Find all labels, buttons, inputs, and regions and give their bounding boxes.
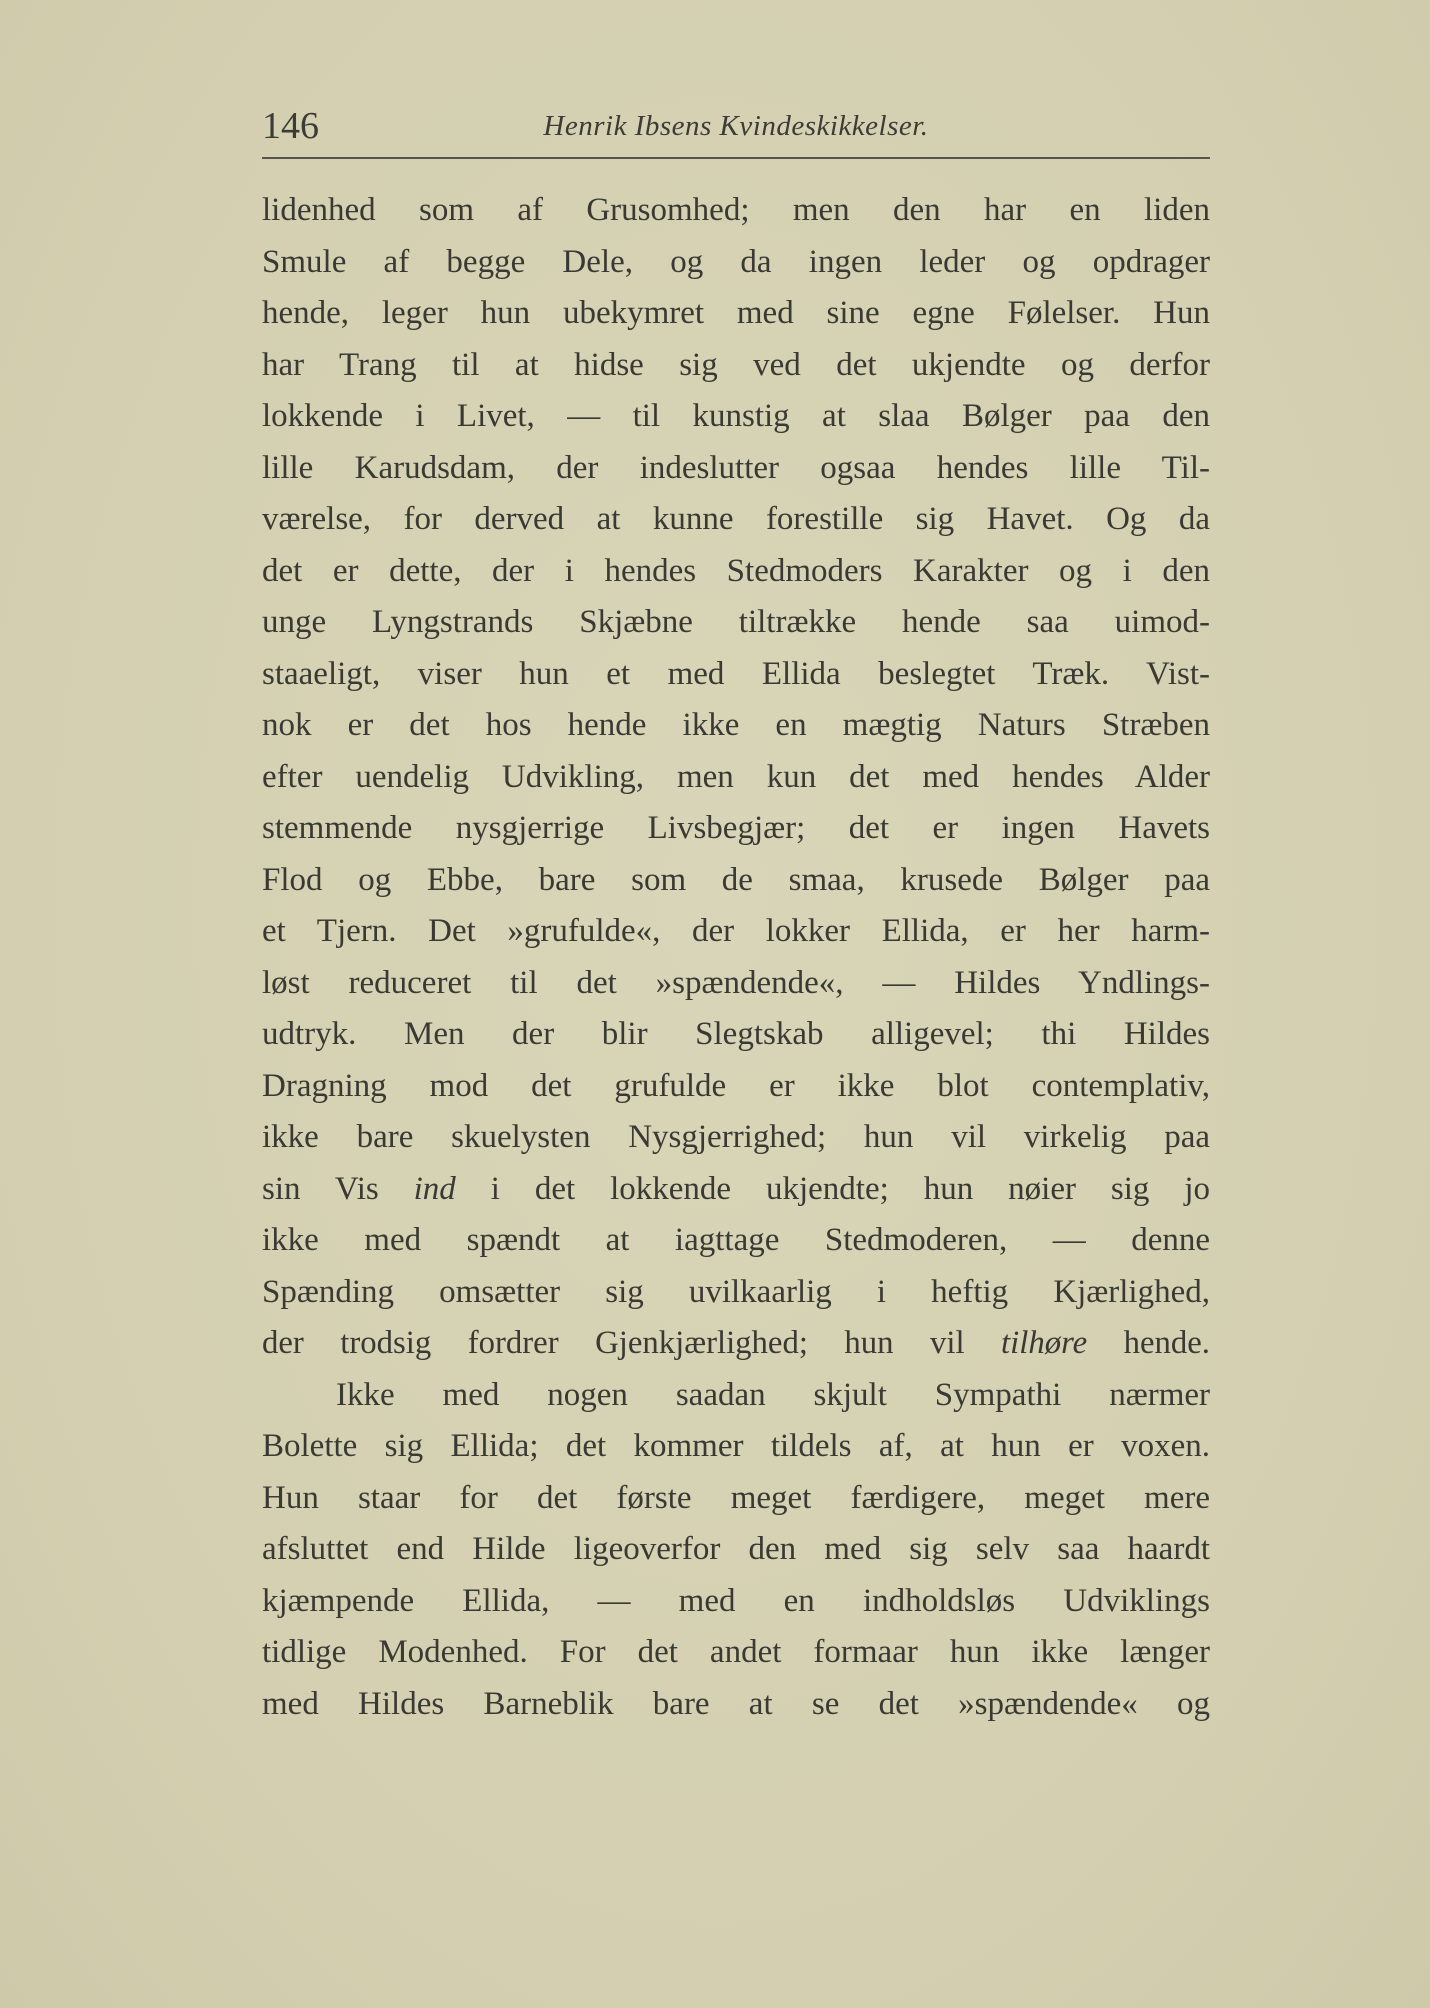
text-line-with-italic — [262, 1318, 1210, 1370]
header-rule — [262, 157, 1210, 159]
text-line: tidlige Modenhed. For det andet formaar hun ikke længer — [262, 1634, 1210, 1670]
page-number: 146 — [262, 105, 319, 147]
text-segment: sin Vis — [262, 1170, 414, 1207]
text-line: løst reduceret til det »spændende«, — Hildes Yndlings- — [262, 964, 1210, 1001]
text-line: Bolette sig Ellida; det kommer tildels af, at hun er voxen. — [262, 1428, 1210, 1464]
text-line: et Tjern. Det »grufulde«, der lokker Ellida, er her harm- — [262, 913, 1210, 949]
text-line: lidenhed som af Grusomhed; men den har en liden — [262, 192, 1210, 228]
text-line: lokkende i Livet, — til kunstig at slaa Bølger paa den — [262, 398, 1210, 434]
text-line: det er dette, der i hendes Stedmoders Karakter og i den — [262, 552, 1210, 589]
text-line: staaeligt, viser hun et med Ellida beslegtet Træk. Vist- — [262, 655, 1210, 692]
text-line: hende, leger hun ubekymret med sine egne Følelser. Hun — [262, 295, 1210, 331]
text-line: Smule af begge Dele, og da ingen leder og opdrager — [262, 243, 1210, 280]
text-line: nok er det hos hende ikke en mægtig Naturs Stræben — [262, 707, 1210, 743]
text-line: med Hildes Barneblik bare at se det »spændende« og — [262, 1685, 1210, 1722]
text-segment: i det lokkende ukjendte; hun nøier sig jo — [455, 1170, 1210, 1207]
body-text — [262, 185, 1210, 1730]
text-line: Spænding omsætter sig uvilkaarlig i heftig Kjærlighed, — [262, 1273, 1210, 1310]
text-line: har Trang til at hidse sig ved det ukjendte og derfor — [262, 346, 1210, 383]
italic-word: tilhøre — [1001, 1325, 1088, 1361]
text-line: Dragning mod det grufulde er ikke blot contemplativ, — [262, 1067, 1210, 1104]
text-line: unge Lyngstrands Skjæbne tiltrække hende saa uimod- — [262, 604, 1210, 640]
text-line: lille Karudsdam, der indeslutter ogsaa hendes lille Til- — [262, 449, 1210, 486]
text-line: Flod og Ebbe, bare som de smaa, krusede Bølger paa — [262, 861, 1210, 898]
text-line: Hun staar for det første meget færdigere, meget mere — [262, 1479, 1210, 1516]
page-header — [262, 100, 1210, 160]
text-line: ikke bare skuelysten Nysgjerrighed; hun vil virkelig paa — [262, 1119, 1210, 1155]
paragraph-start-line: Ikke med nogen saadan skjult Sympathi nærmer — [336, 1376, 1210, 1413]
text-segment: der trodsig fordrer Gjenkjærlighed; hun vil — [262, 1325, 1002, 1361]
text-segment: hende. — [1087, 1325, 1210, 1361]
text-line: afsluttet end Hilde ligeoverfor den med sig selv saa haardt — [262, 1531, 1210, 1567]
running-title: Henrik Ibsens Kvindeskikkelser. — [543, 110, 929, 142]
text-line: værelse, for derved at kunne forestille sig Havet. Og da — [262, 501, 1210, 537]
text-line: ikke med spændt at iagttage Stedmoderen, — denne — [262, 1222, 1210, 1258]
text-line: stemmende nysgjerrige Livsbegjær; det er ingen Havets — [262, 810, 1210, 846]
text-line: efter uendelig Udvikling, men kun det med hendes Alder — [262, 758, 1210, 795]
text-line: udtryk. Men der blir Slegtskab alligevel; thi Hildes — [262, 1016, 1210, 1052]
text-line: kjæmpende Ellida, — med en indholdsløs Udviklings — [262, 1582, 1210, 1619]
italic-word: ind — [413, 1170, 456, 1207]
text-line-with-italic — [262, 1164, 1210, 1216]
